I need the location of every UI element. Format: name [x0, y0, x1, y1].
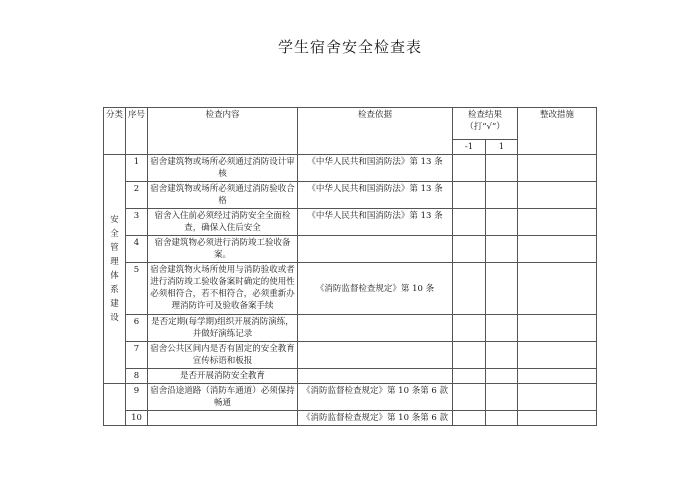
row-basis: 《消防监督检查规定》第 10 条第 6 款 [298, 384, 453, 411]
result-pos-cell[interactable] [486, 209, 518, 236]
row-content [148, 411, 298, 426]
table-row [104, 315, 597, 342]
measures-cell[interactable] [518, 236, 597, 263]
result-neg-cell[interactable] [453, 315, 486, 342]
table-row [104, 209, 597, 236]
row-content: 宿舍建筑物必须进行消防竣工验收备案。 [148, 236, 298, 263]
table-row [104, 263, 597, 315]
row-basis: 《消防监督检查规定》第 10 条第 6 款 [298, 411, 453, 426]
row-content: 是否定期(每学期)组织开展消防演练，并做好演练记录 [148, 315, 298, 342]
row-number: 8 [126, 369, 148, 384]
table-row [104, 236, 597, 263]
table-row [104, 342, 597, 369]
header-measures: 整改措施 [518, 108, 597, 155]
row-content: 宿舍建筑物或场所必须通过消防验收合格 [148, 182, 298, 209]
measures-cell[interactable] [518, 384, 597, 411]
header-result: 检查结果（打“√”） [453, 108, 518, 140]
row-content: 宿舍建筑物或场所必须通过消防设计审核 [148, 155, 298, 182]
row-content: 宿舍公共区间内是否有固定的安全教育宣传标语和板报 [148, 342, 298, 369]
result-pos-cell[interactable] [486, 182, 518, 209]
table-row [104, 155, 597, 182]
row-content: 宿舍入住前必须经过消防安全全面检查，确保入住后安全 [148, 209, 298, 236]
inspection-table [103, 107, 597, 426]
result-neg-cell[interactable] [453, 384, 486, 411]
row-basis [298, 342, 453, 369]
table-row [104, 411, 597, 426]
row-number: 9 [126, 384, 148, 411]
measures-cell[interactable] [518, 155, 597, 182]
row-number: 4 [126, 236, 148, 263]
result-pos-cell[interactable] [486, 236, 518, 263]
result-neg-cell[interactable] [453, 411, 486, 426]
category-cell [104, 155, 126, 384]
row-number: 5 [126, 263, 148, 315]
result-pos-cell[interactable] [486, 263, 518, 315]
measures-cell[interactable] [518, 209, 597, 236]
result-pos-cell[interactable] [486, 369, 518, 384]
row-content: 宿舍建筑物火场所使用与消防验收或者进行消防竣工验收备案时确定的使用性必须相符合，若不相符合，必须重新办理消防许可及验收备案手续 [148, 263, 298, 315]
result-neg-cell[interactable] [453, 342, 486, 369]
result-pos-cell[interactable] [486, 342, 518, 369]
header-basis: 检查依据 [298, 108, 453, 155]
result-pos-cell[interactable] [486, 155, 518, 182]
row-basis: 《中华人民共和国消防法》第 13 条 [298, 209, 453, 236]
row-number: 6 [126, 315, 148, 342]
table-row [104, 384, 597, 411]
measures-cell[interactable] [518, 342, 597, 369]
result-neg-cell[interactable] [453, 209, 486, 236]
category-label: 安全管理体系建设 [110, 215, 119, 323]
row-content: 是否开展消防安全教育 [148, 369, 298, 384]
row-basis [298, 315, 453, 342]
result-pos-cell[interactable] [486, 411, 518, 426]
result-neg-cell[interactable] [453, 236, 486, 263]
row-number: 2 [126, 182, 148, 209]
header-result-neg: -1 [453, 140, 486, 155]
measures-cell[interactable] [518, 182, 597, 209]
row-content: 宿舍沿途道路（消防车通道）必须保持畅通 [148, 384, 298, 411]
result-neg-cell[interactable] [453, 263, 486, 315]
row-basis [298, 369, 453, 384]
measures-cell[interactable] [518, 411, 597, 426]
header-content: 检查内容 [148, 108, 298, 155]
row-basis: 《中华人民共和国消防法》第 13 条 [298, 182, 453, 209]
row-number: 7 [126, 342, 148, 369]
row-basis: 《消防监督检查规定》第 10 条 [298, 263, 453, 315]
table-row [104, 369, 597, 384]
result-neg-cell[interactable] [453, 182, 486, 209]
row-number: 1 [126, 155, 148, 182]
row-number: 3 [126, 209, 148, 236]
row-number: 10 [126, 411, 148, 426]
header-result-pos: 1 [486, 140, 518, 155]
category-cell-2 [104, 384, 126, 426]
measures-cell[interactable] [518, 369, 597, 384]
table-row [104, 182, 597, 209]
row-basis [298, 236, 453, 263]
measures-cell[interactable] [518, 315, 597, 342]
header-category: 分类 [104, 108, 126, 155]
header-number: 序号 [126, 108, 148, 155]
result-neg-cell[interactable] [453, 155, 486, 182]
header-row [104, 108, 597, 140]
result-pos-cell[interactable] [486, 384, 518, 411]
row-basis: 《中华人民共和国消防法》第 13 条 [298, 155, 453, 182]
result-neg-cell[interactable] [453, 369, 486, 384]
measures-cell[interactable] [518, 263, 597, 315]
document-title: 学生宿舍安全检查表 [277, 38, 422, 56]
result-pos-cell[interactable] [486, 315, 518, 342]
